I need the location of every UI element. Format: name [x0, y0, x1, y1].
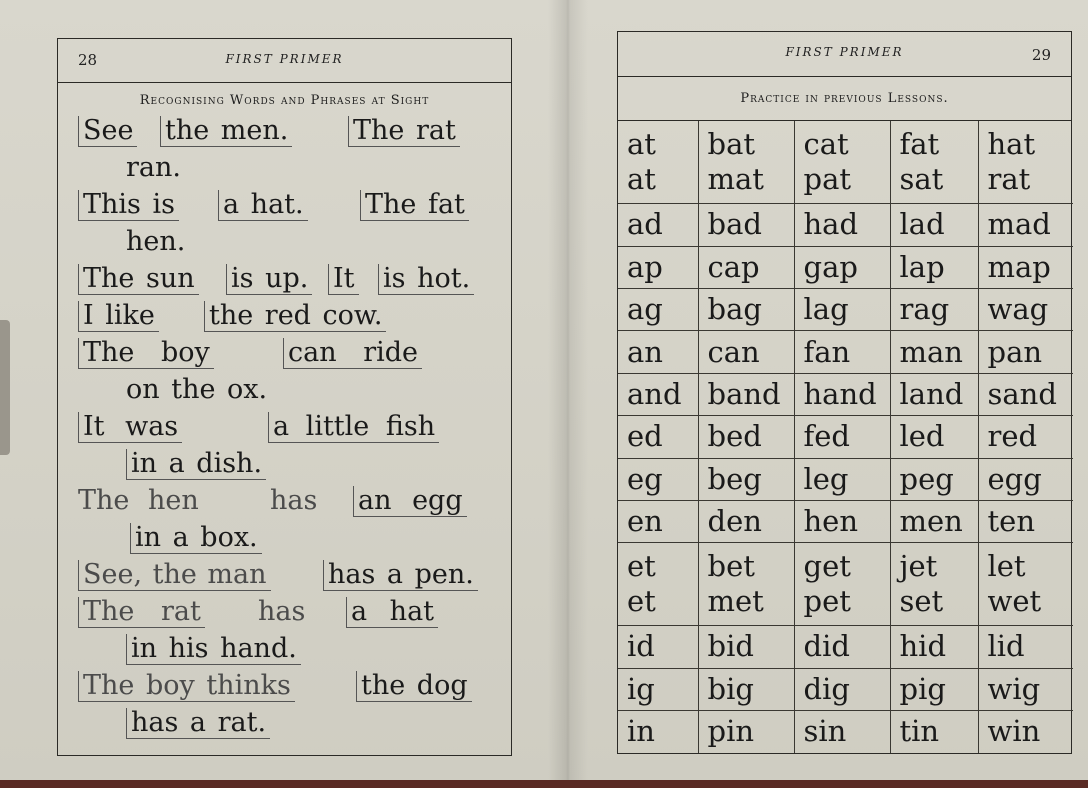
word: bat: [707, 127, 756, 162]
word: bid: [707, 629, 754, 664]
word-row: [618, 416, 1073, 458]
word: set: [899, 584, 944, 619]
word-cell: [978, 458, 1073, 500]
phrase: hen.: [126, 226, 186, 257]
word: band: [707, 377, 781, 412]
word: in: [627, 714, 655, 749]
phrase-line: [78, 668, 498, 705]
phrase-line: [78, 335, 498, 372]
phrase: The rat: [348, 116, 460, 147]
word: ed: [627, 419, 663, 454]
word: bed: [707, 419, 762, 454]
word: pig: [899, 671, 946, 706]
word-cell: [890, 626, 978, 668]
word-cell: [978, 331, 1073, 373]
word: can: [707, 334, 760, 369]
word: hid: [899, 629, 947, 664]
word: pet: [803, 584, 851, 619]
word: mad: [987, 207, 1051, 242]
word-cell: [794, 373, 890, 415]
word: wet: [987, 584, 1042, 619]
left-page-number: 28: [78, 51, 98, 69]
phrase: has: [258, 596, 306, 627]
word-cell: [978, 121, 1073, 204]
phrase: a little fish: [268, 412, 439, 443]
word-cell: [794, 289, 890, 331]
phrase: in a dish.: [126, 449, 266, 480]
word-cell: [618, 121, 698, 204]
word: let: [987, 549, 1026, 584]
word: dig: [803, 671, 850, 706]
left-section-title: Recognising Words and Phrases at Sight: [139, 93, 430, 108]
word: bet: [707, 549, 755, 584]
word: ap: [627, 249, 663, 284]
word-cell: [978, 626, 1073, 668]
phrase: The hen: [78, 485, 199, 516]
phrase: See: [78, 116, 137, 147]
word-cell: [890, 458, 978, 500]
word-row: [618, 710, 1073, 753]
word-cell: [890, 246, 978, 288]
word: fat: [899, 127, 940, 162]
word-cell: [794, 710, 890, 753]
phrase-line: [78, 298, 498, 335]
word-cell: [618, 289, 698, 331]
word: pan: [987, 334, 1043, 369]
word-cell: [794, 668, 890, 710]
word: peg: [899, 461, 954, 496]
word-cell: [890, 121, 978, 204]
word-row: [618, 668, 1073, 710]
word-cell: [698, 668, 794, 710]
word-cell: [794, 458, 890, 500]
word-cell: [978, 668, 1073, 710]
word-cell: [890, 204, 978, 246]
word-cell: [978, 710, 1073, 753]
phrase: the dog: [356, 671, 472, 702]
word-cell: [890, 668, 978, 710]
word: hat: [987, 127, 1036, 162]
word: leg: [803, 461, 849, 496]
left-page-header: [58, 39, 511, 83]
word: den: [707, 504, 762, 539]
phrase-line: [78, 520, 498, 557]
word-cell: [890, 289, 978, 331]
phrase-line: [78, 557, 498, 594]
word: rat: [987, 162, 1031, 197]
word-cell: [698, 626, 794, 668]
phrase-line: [78, 113, 498, 150]
word-cell: [618, 458, 698, 500]
word: cap: [707, 249, 760, 284]
word-cell: [890, 373, 978, 415]
word-row: [618, 458, 1073, 500]
phrase: in a box.: [130, 523, 262, 554]
word-row: [618, 246, 1073, 288]
word-row: [618, 204, 1073, 246]
word-cell: [698, 289, 794, 331]
phrase: has: [270, 485, 318, 516]
word-cell: [698, 331, 794, 373]
right-running-head: FIRST PRIMER: [785, 45, 904, 59]
word: big: [707, 671, 754, 706]
phrase-line: [78, 150, 498, 187]
word-cell: [794, 416, 890, 458]
word-row: [618, 289, 1073, 331]
word: ig: [627, 671, 655, 706]
phrase: It was: [78, 412, 182, 443]
word: met: [707, 584, 764, 619]
word-cell: [698, 458, 794, 500]
word-cell: [794, 501, 890, 543]
word: en: [627, 504, 663, 539]
word: mat: [707, 162, 764, 197]
word: get: [803, 549, 851, 584]
word-cell: [890, 710, 978, 753]
word-cell: [618, 416, 698, 458]
left-running-head: FIRST PRIMER: [225, 52, 344, 66]
word-cell: [978, 543, 1073, 626]
right-page-number: 29: [1031, 46, 1051, 64]
left-page-frame: [57, 38, 512, 756]
word-cell: [618, 626, 698, 668]
word: lap: [899, 249, 945, 284]
word: et: [627, 584, 656, 619]
phrase: can ride: [283, 338, 422, 369]
word: sand: [987, 377, 1057, 412]
word: map: [987, 249, 1051, 284]
word-cell: [698, 121, 794, 204]
word-cell: [890, 543, 978, 626]
word-row: [618, 121, 1073, 204]
phrase: The fat: [360, 190, 469, 221]
word-row: [618, 543, 1073, 626]
word: red: [987, 419, 1038, 454]
word-cell: [978, 289, 1073, 331]
phrase: The boy: [78, 338, 214, 369]
phrase: I like: [78, 301, 159, 332]
word: at: [627, 127, 656, 162]
word: fed: [803, 419, 850, 454]
phrase-line: [78, 224, 498, 261]
word-cell: [698, 246, 794, 288]
word: sat: [899, 162, 944, 197]
word: hand: [803, 377, 877, 412]
word: lid: [987, 629, 1025, 664]
phrase: a hat.: [218, 190, 308, 221]
word: at: [627, 162, 656, 197]
word: pat: [803, 162, 852, 197]
word: tin: [899, 714, 940, 749]
phrase-line: [78, 594, 498, 631]
word-cell: [618, 204, 698, 246]
word: an: [627, 334, 663, 369]
phrase-line: [78, 187, 498, 224]
phrase-line: [78, 372, 498, 409]
word: led: [899, 419, 945, 454]
phrase: the men.: [160, 116, 292, 147]
phrase: ran.: [126, 152, 181, 183]
phrase: the red cow.: [204, 301, 386, 332]
phrase: It: [328, 264, 359, 295]
word-cell: [698, 416, 794, 458]
word: win: [987, 714, 1041, 749]
word: land: [899, 377, 964, 412]
phrase-line: [78, 483, 498, 520]
word: gap: [803, 249, 858, 284]
word-row: [618, 626, 1073, 668]
word: lag: [803, 292, 849, 327]
phrase-line: [78, 446, 498, 483]
phrase: See, the man: [78, 560, 271, 591]
word-table: [618, 121, 1073, 753]
word: ten: [987, 504, 1035, 539]
phrase: The rat: [78, 597, 205, 628]
word-cell: [618, 543, 698, 626]
word-row: [618, 501, 1073, 543]
phrase-lines: [78, 113, 498, 742]
word-cell: [794, 204, 890, 246]
word-row: [618, 373, 1073, 415]
word-cell: [698, 501, 794, 543]
phrase-line: [78, 261, 498, 298]
phrase: an egg: [353, 486, 467, 517]
word-cell: [794, 121, 890, 204]
word: beg: [707, 461, 762, 496]
right-section-title: Practice in previous Lessons.: [740, 91, 949, 106]
word: id: [627, 629, 655, 664]
word-cell: [618, 331, 698, 373]
word: rag: [899, 292, 950, 327]
word-cell: [794, 246, 890, 288]
word: cat: [803, 127, 849, 162]
word-cell: [978, 204, 1073, 246]
word-cell: [794, 543, 890, 626]
word: men: [899, 504, 963, 539]
word: man: [899, 334, 963, 369]
phrase: This is: [78, 190, 179, 221]
word-cell: [890, 331, 978, 373]
word: et: [627, 549, 656, 584]
phrase: a hat: [346, 597, 438, 628]
word: and: [627, 377, 682, 412]
word-cell: [698, 710, 794, 753]
word-table-body: [618, 121, 1073, 753]
word: bad: [707, 207, 762, 242]
phrase: The sun: [78, 264, 199, 295]
word: fan: [803, 334, 851, 369]
phrase: is hot.: [378, 264, 474, 295]
word-cell: [978, 373, 1073, 415]
word-cell: [890, 501, 978, 543]
word: ag: [627, 292, 663, 327]
right-page-frame: [617, 31, 1072, 754]
right-page-header: [618, 32, 1071, 77]
phrase: has a pen.: [323, 560, 478, 591]
word: eg: [627, 461, 663, 496]
phrase: The boy thinks: [78, 671, 295, 702]
word-cell: [698, 373, 794, 415]
word: wig: [987, 671, 1041, 706]
right-section-title-box: [618, 77, 1071, 121]
word: wag: [987, 292, 1049, 327]
word-cell: [618, 710, 698, 753]
word-cell: [618, 246, 698, 288]
word-cell: [794, 331, 890, 373]
word-cell: [698, 543, 794, 626]
word: hen: [803, 504, 859, 539]
word: jet: [899, 549, 938, 584]
word-cell: [618, 501, 698, 543]
word-cell: [698, 204, 794, 246]
word: ad: [627, 207, 663, 242]
phrase: on the ox.: [126, 374, 268, 405]
phrase: in his hand.: [126, 634, 301, 665]
word: had: [803, 207, 859, 242]
word-row: [618, 331, 1073, 373]
phrase-line: [78, 409, 498, 446]
phrase-line: [78, 631, 498, 668]
phrase: is up.: [226, 264, 312, 295]
word: egg: [987, 461, 1042, 496]
word-cell: [890, 416, 978, 458]
word: did: [803, 629, 850, 664]
word-cell: [794, 626, 890, 668]
word-cell: [978, 246, 1073, 288]
word-cell: [978, 501, 1073, 543]
book-edge-tab: [0, 320, 10, 455]
word: sin: [803, 714, 847, 749]
word-cell: [618, 668, 698, 710]
word: bag: [707, 292, 762, 327]
word-cell: [618, 373, 698, 415]
word: pin: [707, 714, 755, 749]
phrase-line: [78, 705, 498, 742]
word: lad: [899, 207, 945, 242]
phrase: has a rat.: [126, 708, 270, 739]
word-cell: [978, 416, 1073, 458]
